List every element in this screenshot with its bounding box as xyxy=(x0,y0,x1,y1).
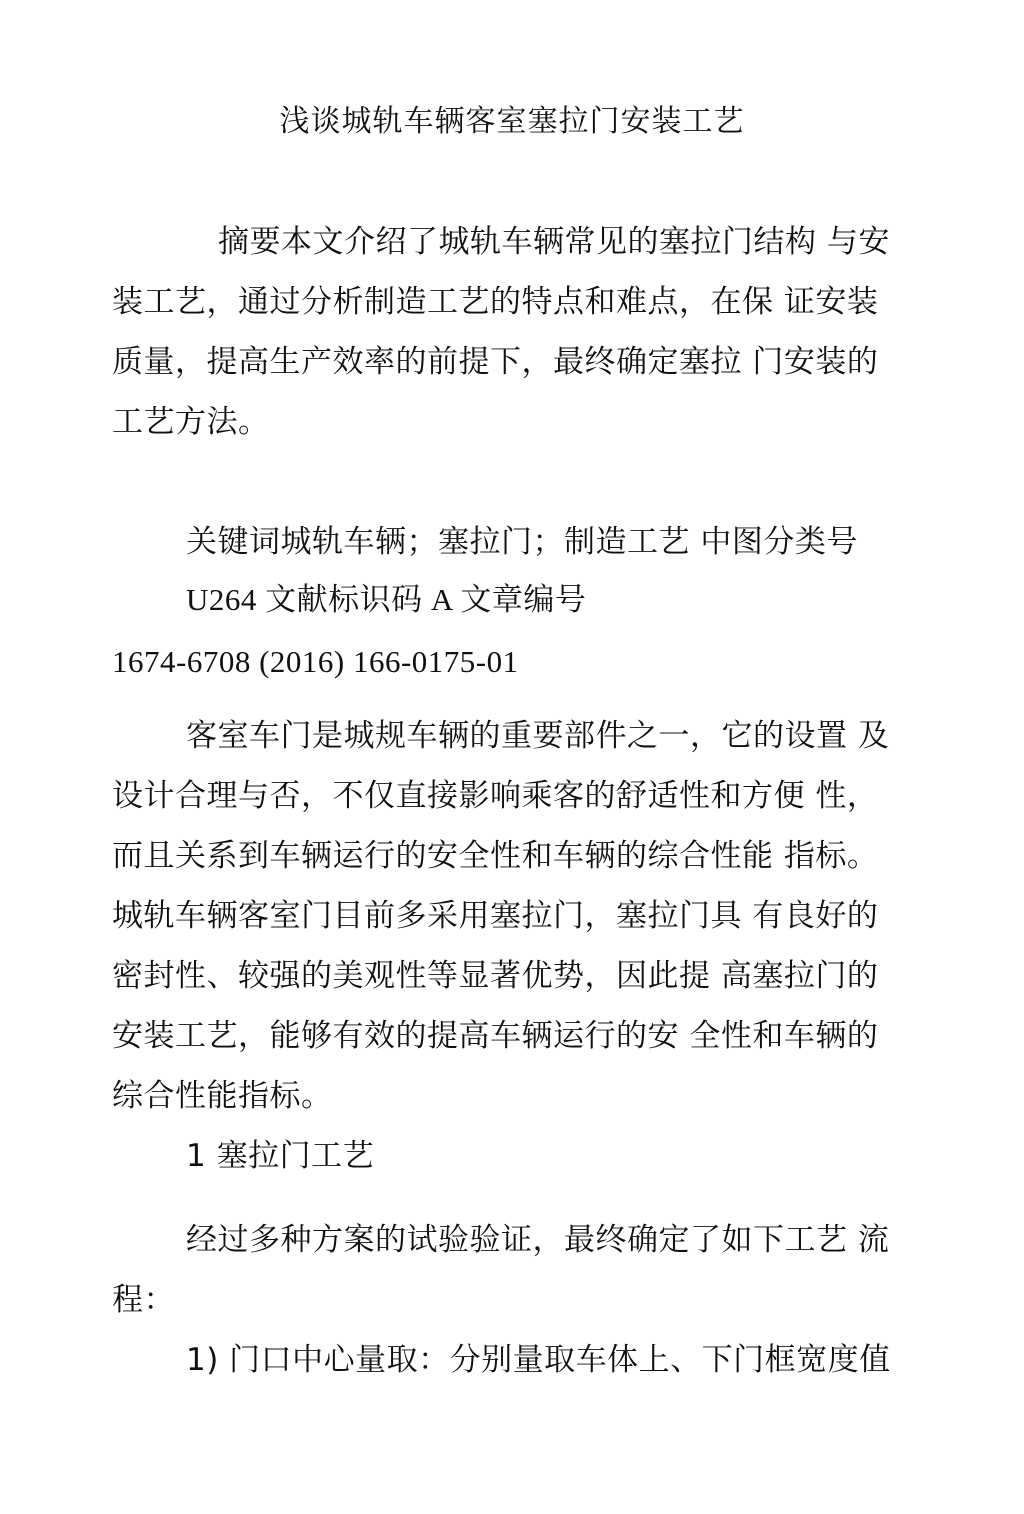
process-line-2: 程： xyxy=(112,1282,175,1318)
abstract-line-4: 工艺方法。 xyxy=(112,404,270,440)
intro-line-4: 城轨车辆客室门目前多采用塞拉门，塞拉门具 有良好的 xyxy=(112,898,879,934)
intro-line-2: 设计合理与否，不仅直接影响乘客的舒适性和方便 性， xyxy=(112,778,879,814)
intro-line-3: 而且关系到车辆运行的安全性和车辆的综合性能 指标。 xyxy=(112,838,879,874)
abstract-line-1: 摘要本文介绍了城轨车辆常见的塞拉门结构 与安 xyxy=(218,224,890,260)
document-title: 浅谈城轨车辆客室塞拉门安装工艺 xyxy=(279,104,745,139)
article-number: 1674-6708 (2016) 166-0175-01 xyxy=(112,644,519,679)
intro-line-5: 密封性、较强的美观性等显著优势，因此提 高塞拉门的 xyxy=(112,958,879,994)
intro-line-7: 综合性能指标。 xyxy=(112,1078,333,1114)
section-heading: 1 塞拉门工艺 xyxy=(186,1138,375,1174)
abstract-line-2: 装工艺，通过分析制造工艺的特点和难点，在保 证安装 xyxy=(112,284,879,320)
keywords-line-1: 关键词城轨车辆；塞拉门；制造工艺 中图分类号 xyxy=(186,524,858,560)
step-line-1: 1) 门口中心量取：分别量取车体上、下门框宽度值 xyxy=(186,1342,891,1378)
intro-line-6: 安装工艺，能够有效的提高车辆运行的安 全性和车辆的 xyxy=(112,1018,879,1054)
keywords-line-2: U264 文献标识码 A 文章编号 xyxy=(186,582,587,617)
abstract-line-3: 质量，提高生产效率的前提下，最终确定塞拉 门安装的 xyxy=(112,344,879,380)
process-line-1: 经过多种方案的试验验证，最终确定了如下工艺 流 xyxy=(186,1222,890,1258)
intro-line-1: 客室车门是城规车辆的重要部件之一，它的设置 及 xyxy=(186,718,890,754)
